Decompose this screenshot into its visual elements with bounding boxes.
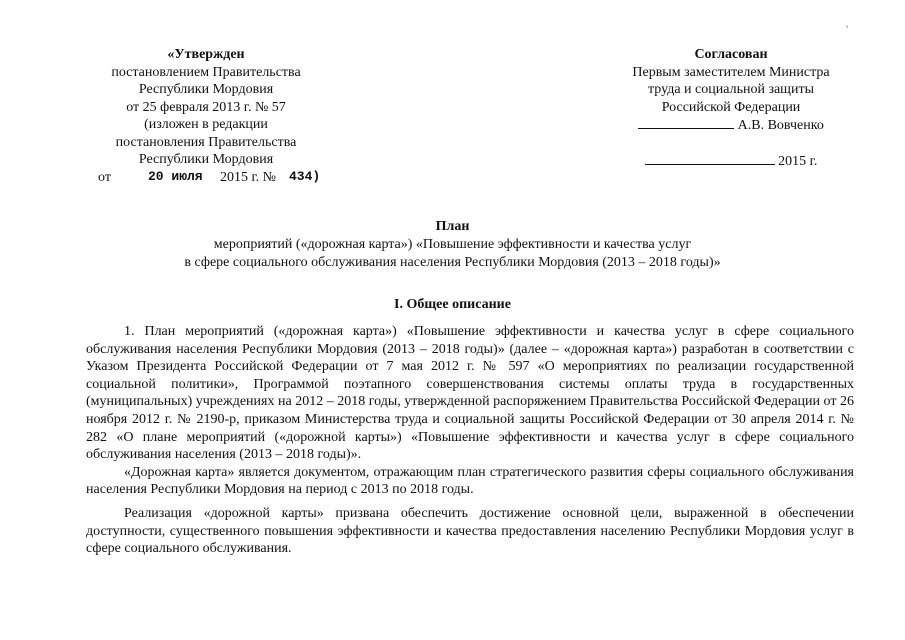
approval-line: Республики Мордовия	[138, 152, 274, 167]
agreement-line: труда и социальной защиты	[648, 82, 814, 97]
paragraph: «Дорожная карта» является документом, отражающим план стратегического развития сферы социального обслуживания населения Республики Мордовия на период с 2013 по 2018 годы.	[86, 464, 854, 498]
approval-date-line	[86, 169, 326, 187]
paragraph: Реализация «дорожной карты» призвана обеспечить достижение основной цели, выраженной в обеспечении доступности, существенного повышения эффективности и качества предоставления населению Республики Мордовия услуг в сфере социального обслуживания.	[86, 505, 854, 557]
signature-blank	[638, 116, 734, 129]
plan-title: План	[435, 219, 470, 234]
section-title: I. Общее описание	[394, 297, 511, 312]
handwritten-date: 20 июля	[148, 168, 203, 184]
approval-line: постановления Правительства	[115, 134, 297, 150]
agreement-block	[600, 46, 862, 170]
handwritten-number: 434)	[289, 168, 321, 184]
approval-line: (изложен в редакции	[144, 117, 268, 132]
approval-line: постановлением Правительства	[111, 64, 301, 80]
agreement-title: Согласован	[694, 47, 768, 62]
approval-block	[86, 46, 326, 186]
from-label: от	[98, 169, 111, 185]
approval-line: от 25 февраля 2013 г. № 57	[126, 99, 286, 115]
document-body	[86, 323, 854, 558]
plan-subtitle: в сфере социального обслуживания населения Республики Мордовия (2013 – 2018 годы)»	[184, 255, 721, 270]
agreement-date-line	[600, 152, 862, 171]
plan-heading	[0, 218, 905, 272]
plan-subtitle: мероприятий («дорожная карта») «Повышение эффективности и качества услуг	[213, 237, 692, 252]
corner-mark: '	[846, 22, 849, 36]
approval-title: «Утвержден	[167, 47, 245, 62]
agreement-year: 2015 г.	[778, 153, 818, 169]
date-blank	[645, 152, 775, 165]
paragraph: 1. План мероприятий («дорожная карта») «Повышение эффективности и качества услуг в сфере социального обслуживания населения Республики Мордовия (2013 – 2018 годы)» (далее – «дорожная карта») разработан в соответствии с Указом Президента Российской Федерации от 7 мая 2012 г. № 597 «О мероприятиях по реализации государственной социальной политики», Программой поэтапного совершенствования системы оплаты труда в государственных (муниципальных) учреждениях на 2012 – 2018 годы, утвержденной распоряжением Правительства Российской Федерации от 26 ноября 2012 г. № 2190-р, приказом Министерства труда и социальной защиты Российской Федерации от 30 апреля 2014 г. № 282 «О плане мероприятий («дорожной карты») «Повышение эффективности и качества услуг в сфере социального обслуживания населения (2013 – 2018 годы)».	[86, 324, 854, 463]
approval-line: Республики Мордовия	[138, 82, 274, 97]
agreement-line: Первым заместителем Министра	[632, 64, 830, 80]
signatory-name: А.В. Вовченко	[737, 118, 824, 133]
agreement-line: Российской Федерации	[661, 99, 801, 115]
approval-year: 2015 г. №	[220, 169, 277, 185]
signature-line	[600, 116, 862, 135]
